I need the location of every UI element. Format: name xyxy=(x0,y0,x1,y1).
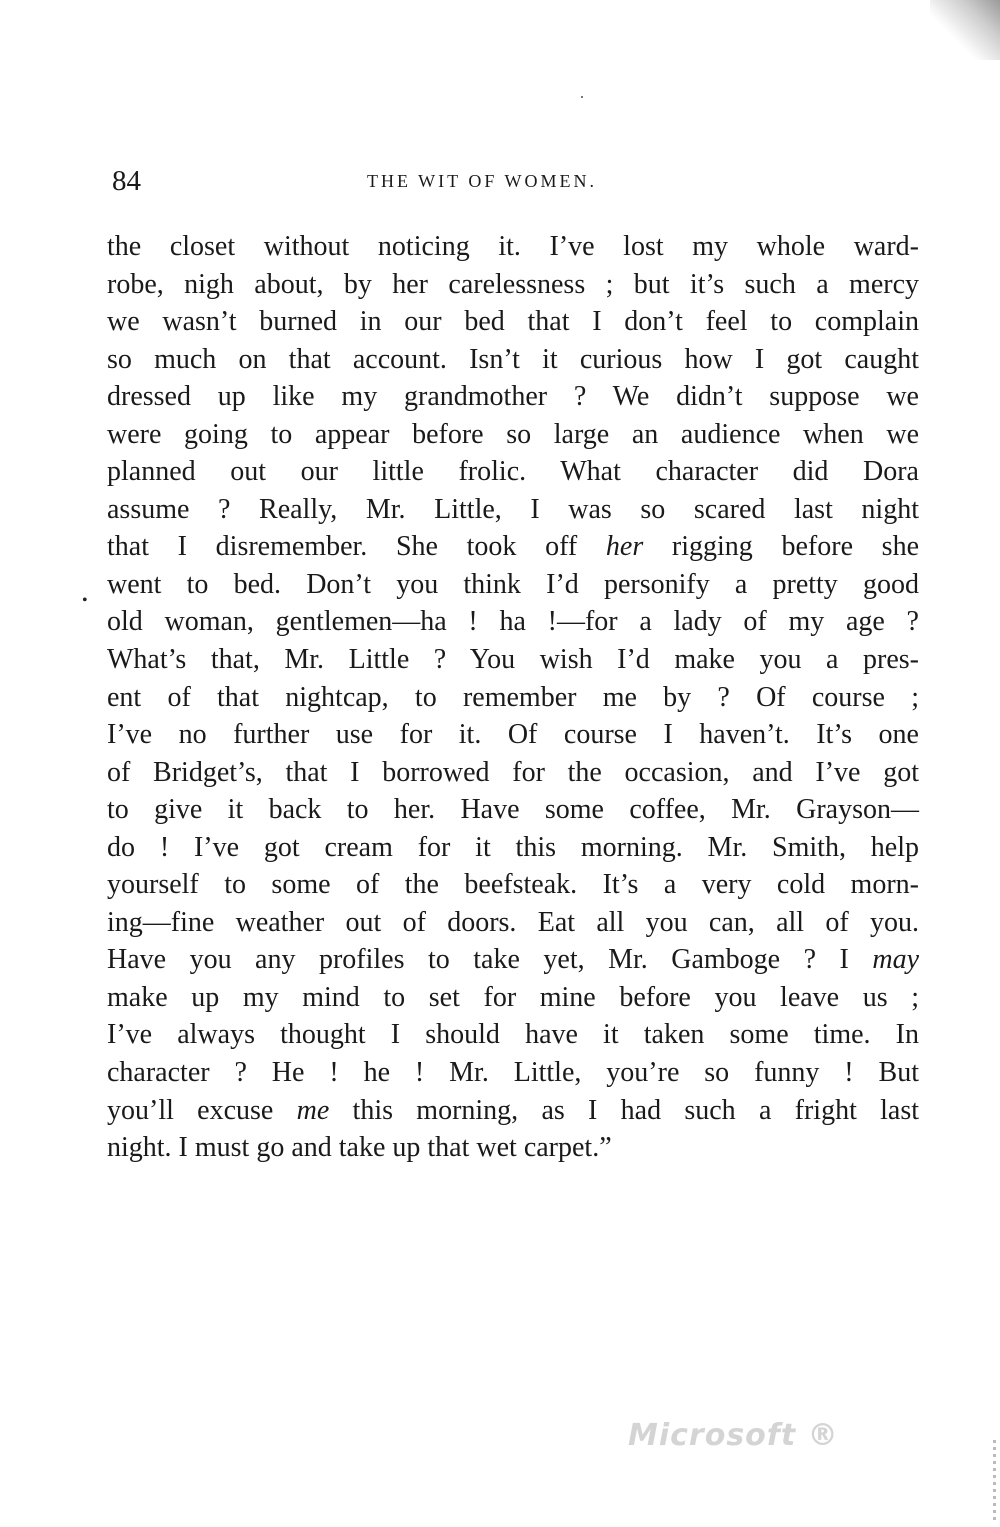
italic-text: me xyxy=(296,1094,330,1126)
italic-text: may xyxy=(872,944,919,976)
watermark: Microsoft ® xyxy=(628,1418,839,1453)
text-segment: What’s that, Mr. Little ? You wish I’d make you a pres- xyxy=(107,644,919,676)
text-segment: ing—fine weather out of doors. Eat all you can, all of you. xyxy=(107,906,919,938)
text-line xyxy=(107,866,919,904)
text-segment: dressed up like my grandmother ? We didn’t suppose we xyxy=(107,381,919,413)
text-line xyxy=(107,829,919,867)
text-segment: you’ll excuse xyxy=(107,1094,297,1126)
text-line xyxy=(107,603,919,641)
text-line xyxy=(107,904,919,942)
text-line xyxy=(107,528,919,566)
text-line xyxy=(107,416,919,454)
text-line xyxy=(107,979,919,1017)
text-segment: were going to appear before so large an audience when we xyxy=(107,418,919,450)
body-text xyxy=(107,228,919,1167)
text-segment: ent of that nightcap, to remember me by ? Of course ; xyxy=(107,681,919,713)
scan-speck xyxy=(581,96,583,98)
text-line xyxy=(107,941,919,979)
page-header xyxy=(112,163,917,199)
text-line xyxy=(107,641,919,679)
text-segment: character ? He ! he ! Mr. Little, you’re so funny ! But xyxy=(107,1057,919,1089)
text-segment: the closet without noticing it. I’ve lost my whole ward- xyxy=(107,231,919,262)
text-line xyxy=(107,716,919,754)
text-line xyxy=(107,228,919,266)
text-segment: planned out our little frolic. What character did Dora xyxy=(107,456,919,488)
text-segment: of Bridget’s, that I borrowed for the occasion, and I’ve got xyxy=(107,756,919,788)
text-segment: that I disremember. She took off xyxy=(107,531,606,563)
text-line xyxy=(107,754,919,792)
text-segment: we wasn’t burned in our bed that I don’t feel to complain xyxy=(107,306,919,338)
italic-text: her xyxy=(605,531,644,563)
text-segment: old woman, gentlemen—ha ! ha !—for a lady of my age ? xyxy=(107,606,919,638)
text-line xyxy=(107,1129,919,1167)
text-line xyxy=(107,679,919,717)
text-segment: make up my mind to set for mine before you leave us ; xyxy=(107,981,919,1013)
page-number: 84 xyxy=(112,165,141,197)
text-line xyxy=(107,1092,919,1130)
text-segment: I’ve no further use for it. Of course I haven’t. It’s one xyxy=(107,719,919,751)
text-segment: went to bed. Don’t you think I’d personify a pretty good xyxy=(107,568,919,600)
text-line xyxy=(107,453,919,491)
running-title: THE WIT OF WOMEN. xyxy=(367,171,597,191)
margin-mark: • xyxy=(82,592,88,609)
text-segment: Have you any profiles to take yet, Mr. Gamboge ? I xyxy=(107,944,873,976)
text-segment: this morning, as I had such a fright last xyxy=(329,1094,920,1126)
text-segment: rigging before she xyxy=(643,531,919,563)
text-line xyxy=(107,1016,919,1054)
text-line xyxy=(107,491,919,529)
text-line xyxy=(107,378,919,416)
text-line xyxy=(107,266,919,304)
text-segment: assume ? Really, Mr. Little, I was so scared last night xyxy=(107,493,919,525)
text-line xyxy=(107,791,919,829)
text-line xyxy=(107,1054,919,1092)
text-segment: I’ve always thought I should have it taken some time. In xyxy=(107,1019,919,1051)
text-line xyxy=(107,566,919,604)
text-line xyxy=(107,303,919,341)
text-segment: yourself to some of the beefsteak. It’s a very cold morn- xyxy=(107,869,919,901)
text-segment: night. I must go and take up that wet carpet.” xyxy=(107,1132,612,1164)
text-segment: do ! I’ve got cream for it this morning. Mr. Smith, help xyxy=(107,831,919,863)
scan-corner-shadow xyxy=(930,0,1000,60)
text-segment: to give it back to her. Have some coffee, Mr. Grayson— xyxy=(107,794,919,826)
text-segment: so much on that account. Isn’t it curious how I got caught xyxy=(107,343,919,375)
text-line xyxy=(107,341,919,379)
scan-edge-mark xyxy=(993,1440,996,1520)
text-segment: robe, nigh about, by her carelessness ; but it’s such a mercy xyxy=(107,268,919,300)
